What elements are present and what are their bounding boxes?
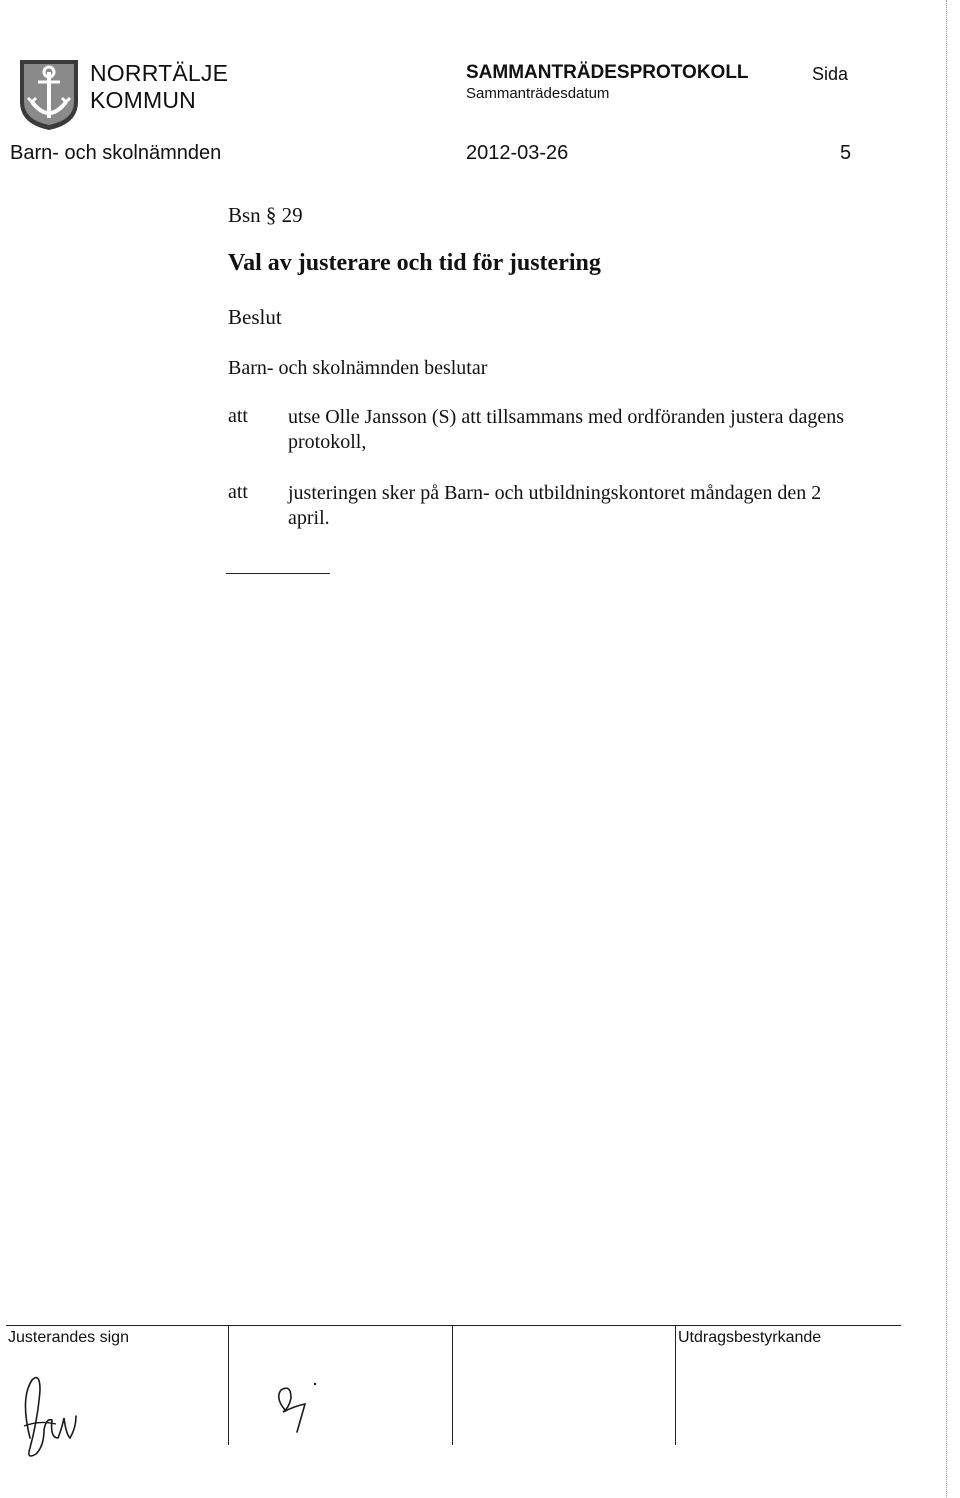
paragraph-reference: Bsn § 29 <box>228 203 303 227</box>
footer-top-rule <box>6 1325 901 1326</box>
section-title: Val av justerare och tid för justering <box>228 250 601 276</box>
decision-intro: Barn- och skolnämnden beslutar <box>228 357 488 379</box>
footer-column-divider <box>452 1325 453 1445</box>
handwritten-signature <box>10 1368 90 1468</box>
handwritten-initials <box>265 1380 325 1440</box>
signature-label: Justerandes sign <box>8 1329 129 1346</box>
certification-label: Utdragsbestyrkande <box>678 1329 822 1346</box>
decision-heading: Beslut <box>228 305 282 329</box>
decision-item-label: att <box>228 405 248 427</box>
decision-item-label: att <box>228 481 248 503</box>
scan-page-edge <box>946 0 947 1498</box>
footer-column-divider <box>228 1325 229 1445</box>
org-name-line1: NORRTÄLJE <box>90 60 229 86</box>
committee-name: Barn- och skolnämnden <box>10 142 222 164</box>
decision-item-text: justeringen sker på Barn- och utbildningskontoret måndagen den 2 april. <box>288 482 822 529</box>
municipality-crest-logo <box>18 58 80 132</box>
page-label: Sida <box>812 64 849 84</box>
section-end-rule <box>226 573 330 574</box>
page-number: 5 <box>840 142 852 164</box>
document-type-title: SAMMANTRÄDESPROTOKOLL <box>466 62 749 83</box>
decision-item-text: utse Olle Jansson (S) att tillsammans med ordföranden justera dagens protokoll, <box>288 406 844 453</box>
footer-column-divider <box>675 1325 676 1445</box>
document-type-subtitle: Sammanträdesdatum <box>466 85 610 102</box>
meeting-date: 2012-03-26 <box>466 142 569 164</box>
org-name-line2: KOMMUN <box>90 87 196 113</box>
